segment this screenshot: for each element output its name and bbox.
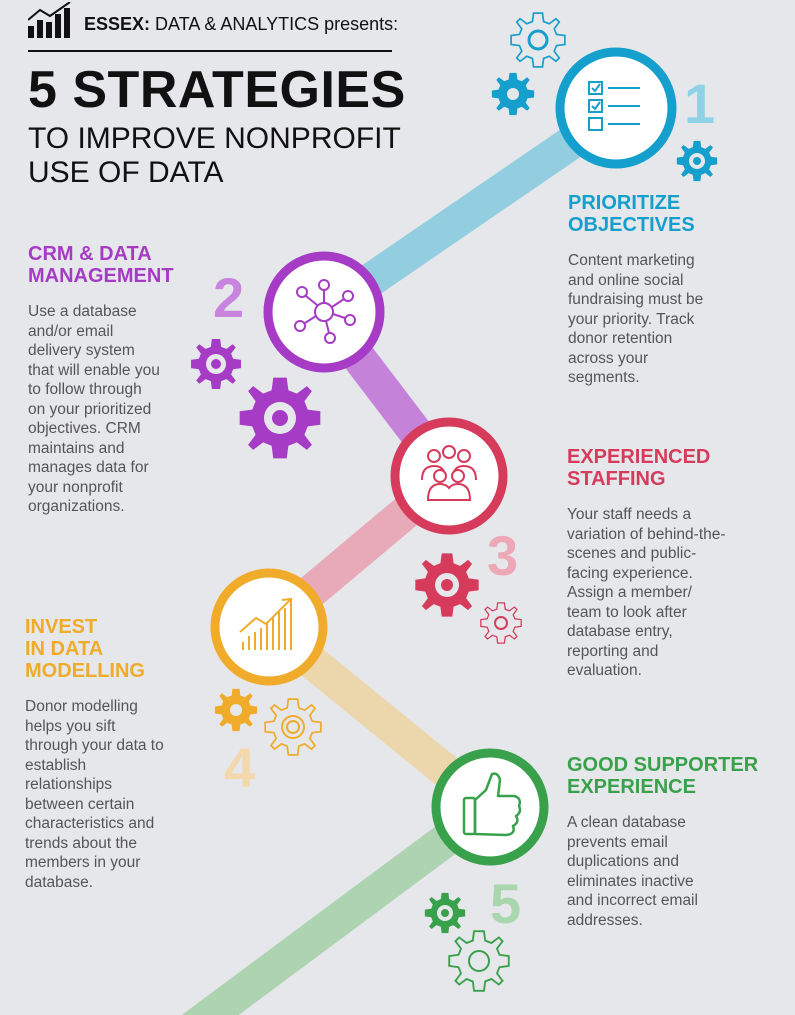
strategy-5-heading xyxy=(567,754,787,798)
strategy-1-heading xyxy=(568,192,783,236)
gear-icon-1b xyxy=(492,73,534,115)
gear-icon-4a xyxy=(215,689,257,731)
gear-icon-1c xyxy=(677,141,717,181)
brand-line xyxy=(84,14,398,35)
brand-tagline: DATA & ANALYTICS presents: xyxy=(150,14,399,34)
strategy-2-circle xyxy=(268,256,380,368)
strategy-1-heading-line-1: PRIORITIZE xyxy=(568,192,681,214)
strategy-4-heading xyxy=(25,616,195,682)
strategy-4-body: Donor modelling helps you sift through your data to establish relationships between certain characteristics and trends about the members in your database. xyxy=(25,698,164,891)
strategy-4-heading-line-3: MODELLING xyxy=(25,660,145,682)
strategy-5-body: A clean database prevents email duplications and eliminates inactive and incorrect email addresses. xyxy=(567,814,698,929)
strategy-5-heading-line-2: EXPERIENCE xyxy=(567,776,696,798)
strategy-5-circle xyxy=(436,753,544,861)
strategy-2-number: 2 xyxy=(213,266,245,329)
strategy-1-body: Content marketing and online social fundraising must be your priority. Track donor retention across your segments. xyxy=(568,252,704,386)
strategy-2-body: Use a database and/or email delivery system that will enable you to follow through on your prioritized objectives. CRM maintains and manages data for your nonprofit organizations. xyxy=(28,303,160,515)
brand-name: ESSEX: xyxy=(84,14,151,34)
strategy-1-number: 1 xyxy=(684,72,716,135)
strategy-3-body: Your staff needs a variation of behind-the-scenes and public-facing experience. Assign a member/ team to look after database entry, reporting and evaluation. xyxy=(567,506,726,679)
strategy-1-circle xyxy=(560,52,672,164)
gear-icon-2b xyxy=(240,378,321,459)
strategy-2-block xyxy=(28,243,208,517)
strategy-3-block xyxy=(567,446,782,681)
gear-icon-5b xyxy=(449,931,509,991)
strategy-5-heading-line-1: GOOD SUPPORTER xyxy=(567,754,759,776)
strategy-4-heading-line-1: INVEST xyxy=(25,616,98,638)
strategy-3-heading-line-2: STAFFING xyxy=(567,468,666,490)
strategy-5-block xyxy=(567,754,787,930)
strategy-3-heading-line-1: EXPERIENCED xyxy=(567,446,711,468)
strategy-1-heading-line-2: OBJECTIVES xyxy=(568,214,695,236)
gear-icon-5a xyxy=(425,893,465,933)
strategy-5-number: 5 xyxy=(490,872,522,935)
strategy-1-block xyxy=(568,192,783,388)
strategy-4-block xyxy=(25,616,195,892)
page-title: 5 STRATEGIES xyxy=(28,61,406,119)
gear-icon-3b xyxy=(481,603,521,643)
gear-icon-3a xyxy=(415,553,478,616)
strategy-2-heading-line-2: MANAGEMENT xyxy=(28,265,174,287)
bar-chart-icon xyxy=(28,2,74,40)
strategy-3-heading xyxy=(567,446,782,490)
strategy-4-heading-line-2: IN DATA xyxy=(25,638,104,660)
strategy-4-circle xyxy=(215,573,323,681)
subtitle-line-1: TO IMPROVE NONPROFIT xyxy=(28,122,401,155)
strategy-3-number: 3 xyxy=(487,524,519,587)
header-divider xyxy=(28,50,392,52)
strategy-3-circle xyxy=(395,422,503,530)
subtitle-line-2: USE OF DATA xyxy=(28,156,224,189)
strategy-2-heading xyxy=(28,243,208,287)
gear-icon-1a xyxy=(511,13,565,67)
strategy-2-heading-line-1: CRM & DATA xyxy=(28,243,152,265)
page-subtitle xyxy=(28,122,428,190)
gear-icon-4b xyxy=(265,699,321,755)
strategy-4-number: 4 xyxy=(224,736,256,799)
